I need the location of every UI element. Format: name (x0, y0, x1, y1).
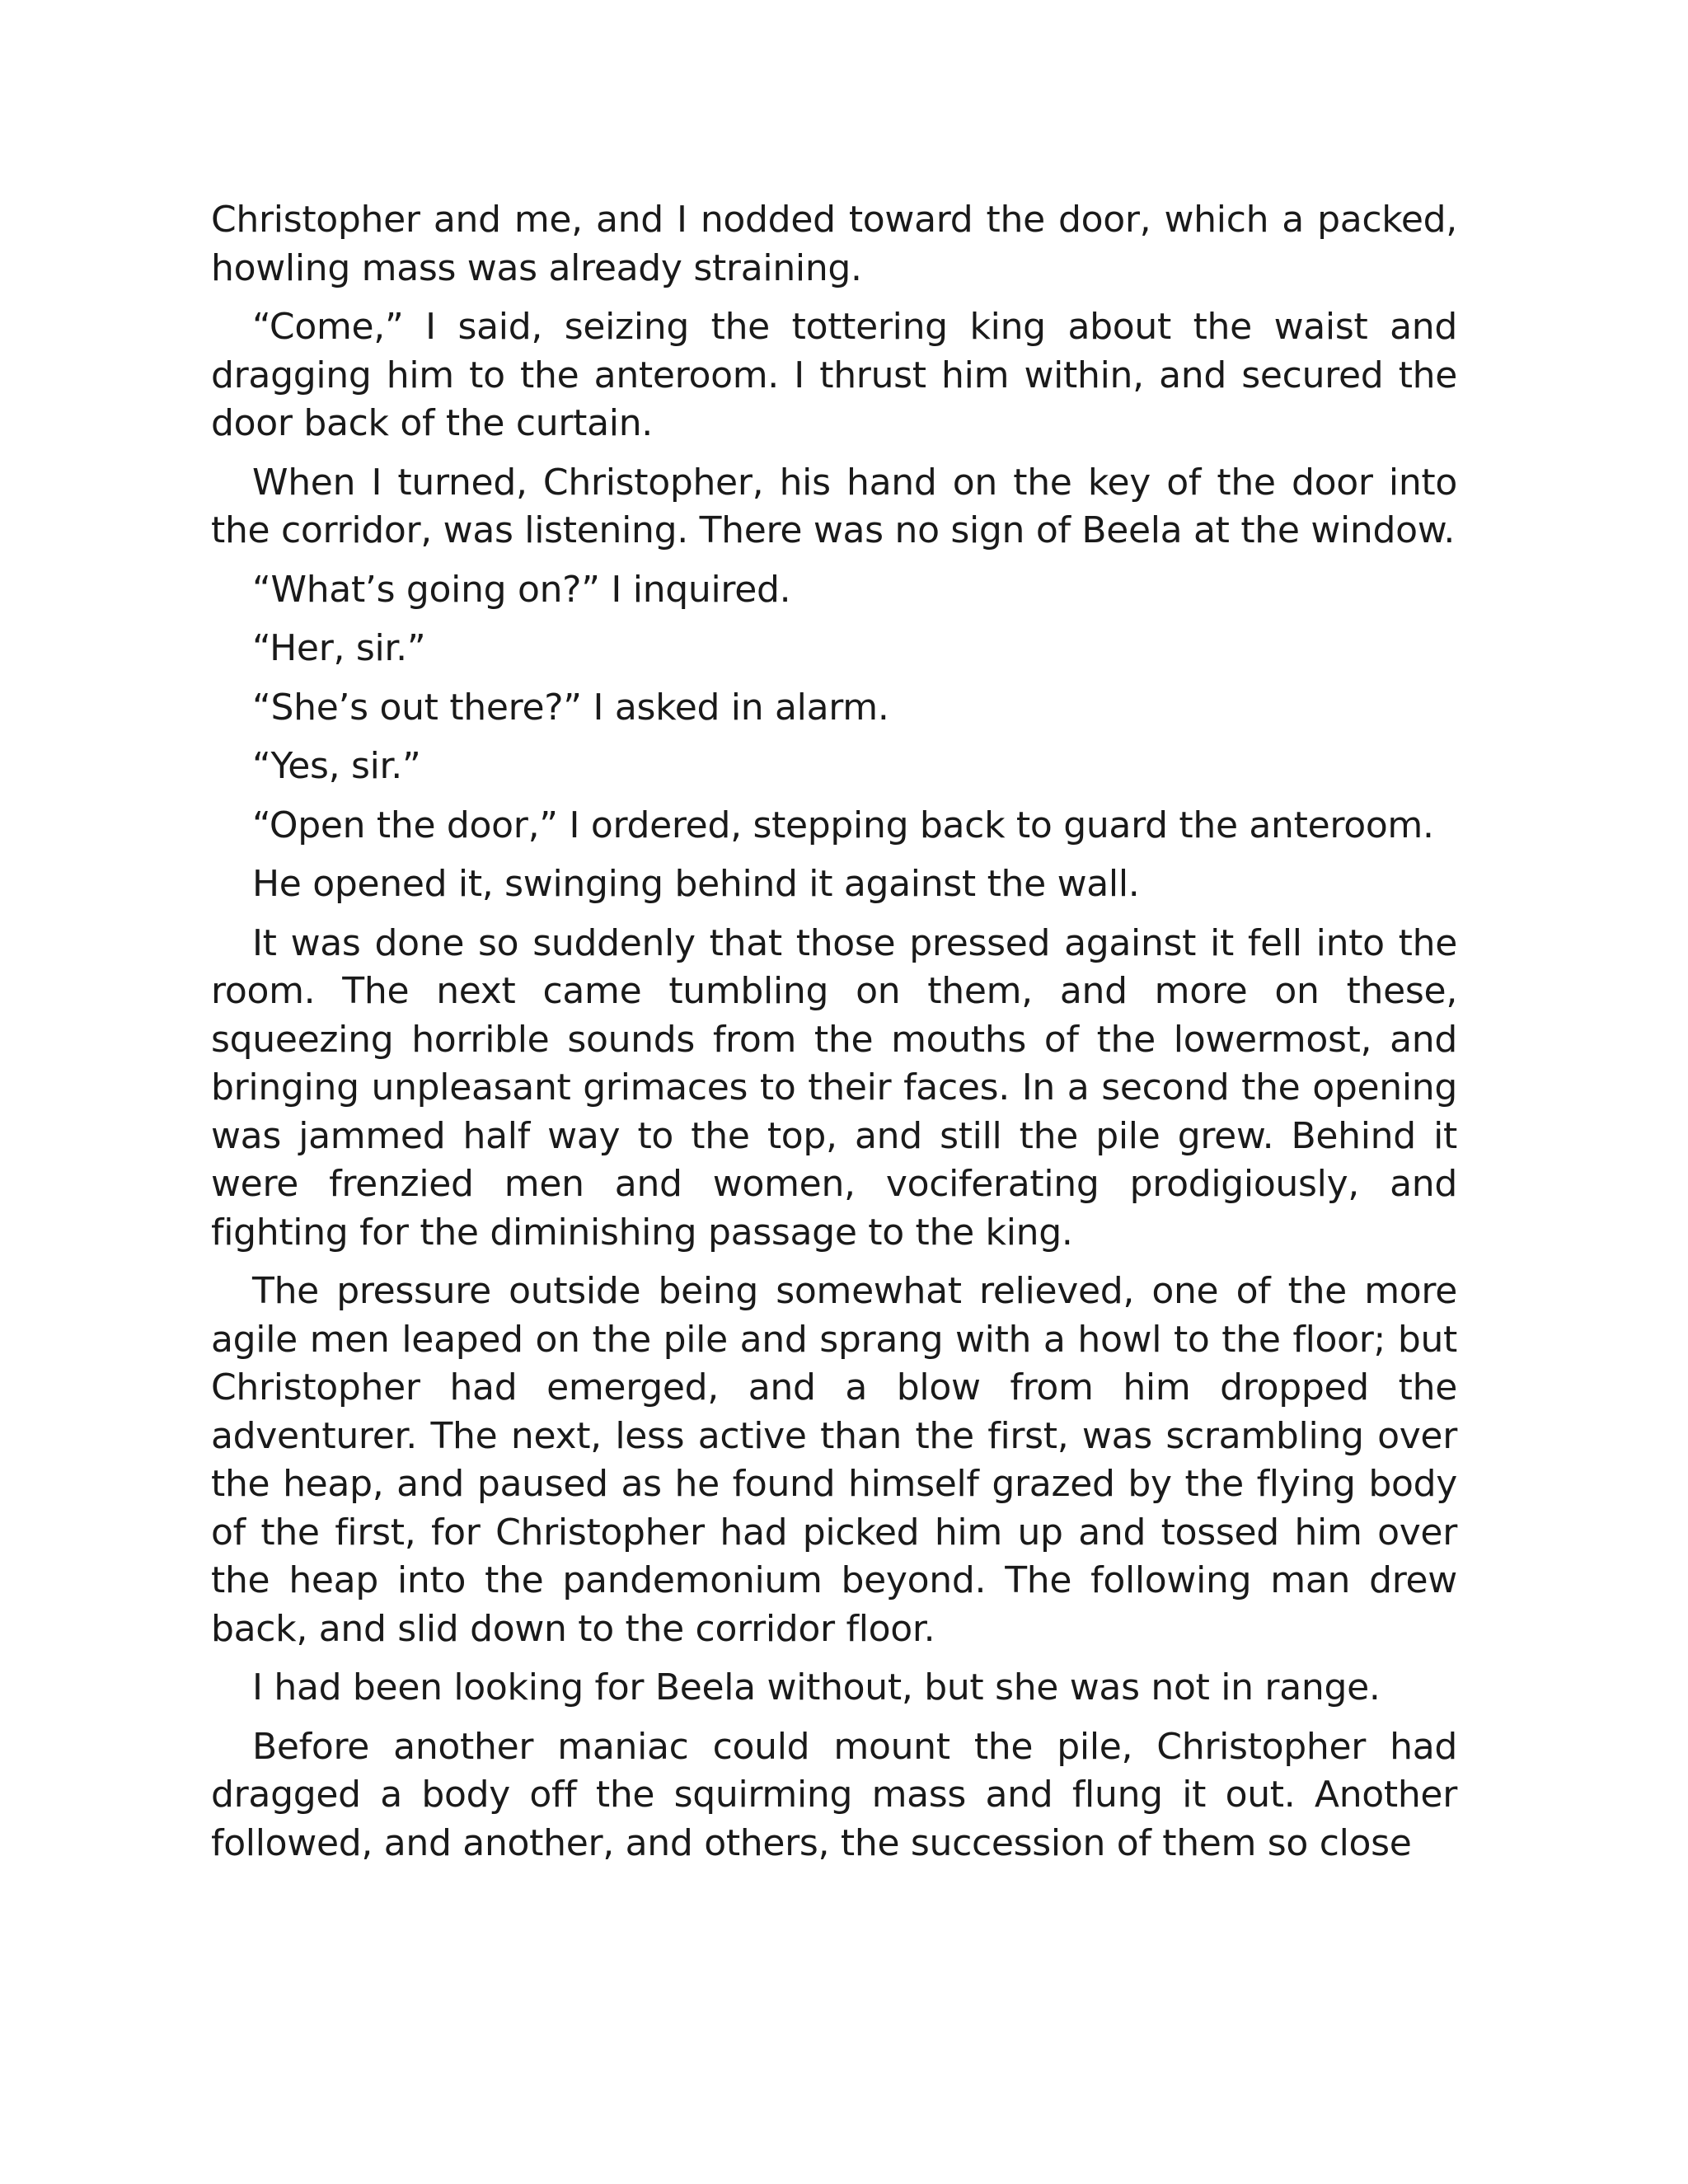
dialogue-line: “Yes, sir.” (252, 745, 421, 787)
dialogue-line: “Open the door,” I ordered, stepping back to guard the anteroom. (252, 804, 1434, 846)
paragraph: “Come,” I said, seizing the tottering king about the waist and dragging him to the anteroom. I thrust him within, and secured the door back of the curtain. (211, 306, 1457, 444)
dialogue-line: “What’s going on?” I inquired. (252, 568, 791, 611)
dialogue-line: “Her, sir.” (252, 627, 426, 669)
body-text (211, 196, 1457, 1878)
dialogue-line: “She’s out there?” I asked in alarm. (252, 686, 889, 729)
paragraph: When I turned, Christopher, his hand on the key of the door into the corridor, was listening. There was no sign of Beela at the window. (211, 461, 1457, 551)
paragraph: The pressure outside being somewhat relieved, one of the more agile men leaped on the pile and sprang with a howl to the floor; but Christopher had emerged, and a blow from him dropped the adventurer. The next, less active than the first, was scrambling over the heap, and paused as he found himself grazed by the flying body of the first, for Christopher had picked him up and tossed him over the heap into the pandemonium beyond. The following man drew back, and slid down to the corridor floor. (211, 1270, 1457, 1650)
paragraph: I had been looking for Beela without, but she was not in range. (252, 1666, 1381, 1708)
paragraph-continued: Christopher and me, and I nodded toward the door, which a packed, howling mass was already straining. (211, 199, 1457, 289)
paragraph: He opened it, swinging behind it against the wall. (252, 863, 1140, 905)
paragraph: Before another maniac could mount the pile, Christopher had dragged a body off the squirming mass and flung it out. Another followed, and another, and others, the succession of them so close (211, 1725, 1457, 1864)
paragraph: It was done so suddenly that those pressed against it fell into the room. The next came tumbling on them, and more on these, squeezing horrible sounds from the mouths of the lowermost, and bringing unpleasant grimaces to their faces. In a second the opening was jammed half way to the top, and still the pile grew. Behind it were frenzied men and women, vociferating prodigiously, and fighting for the diminishing passage to the king. (211, 921, 1457, 1254)
